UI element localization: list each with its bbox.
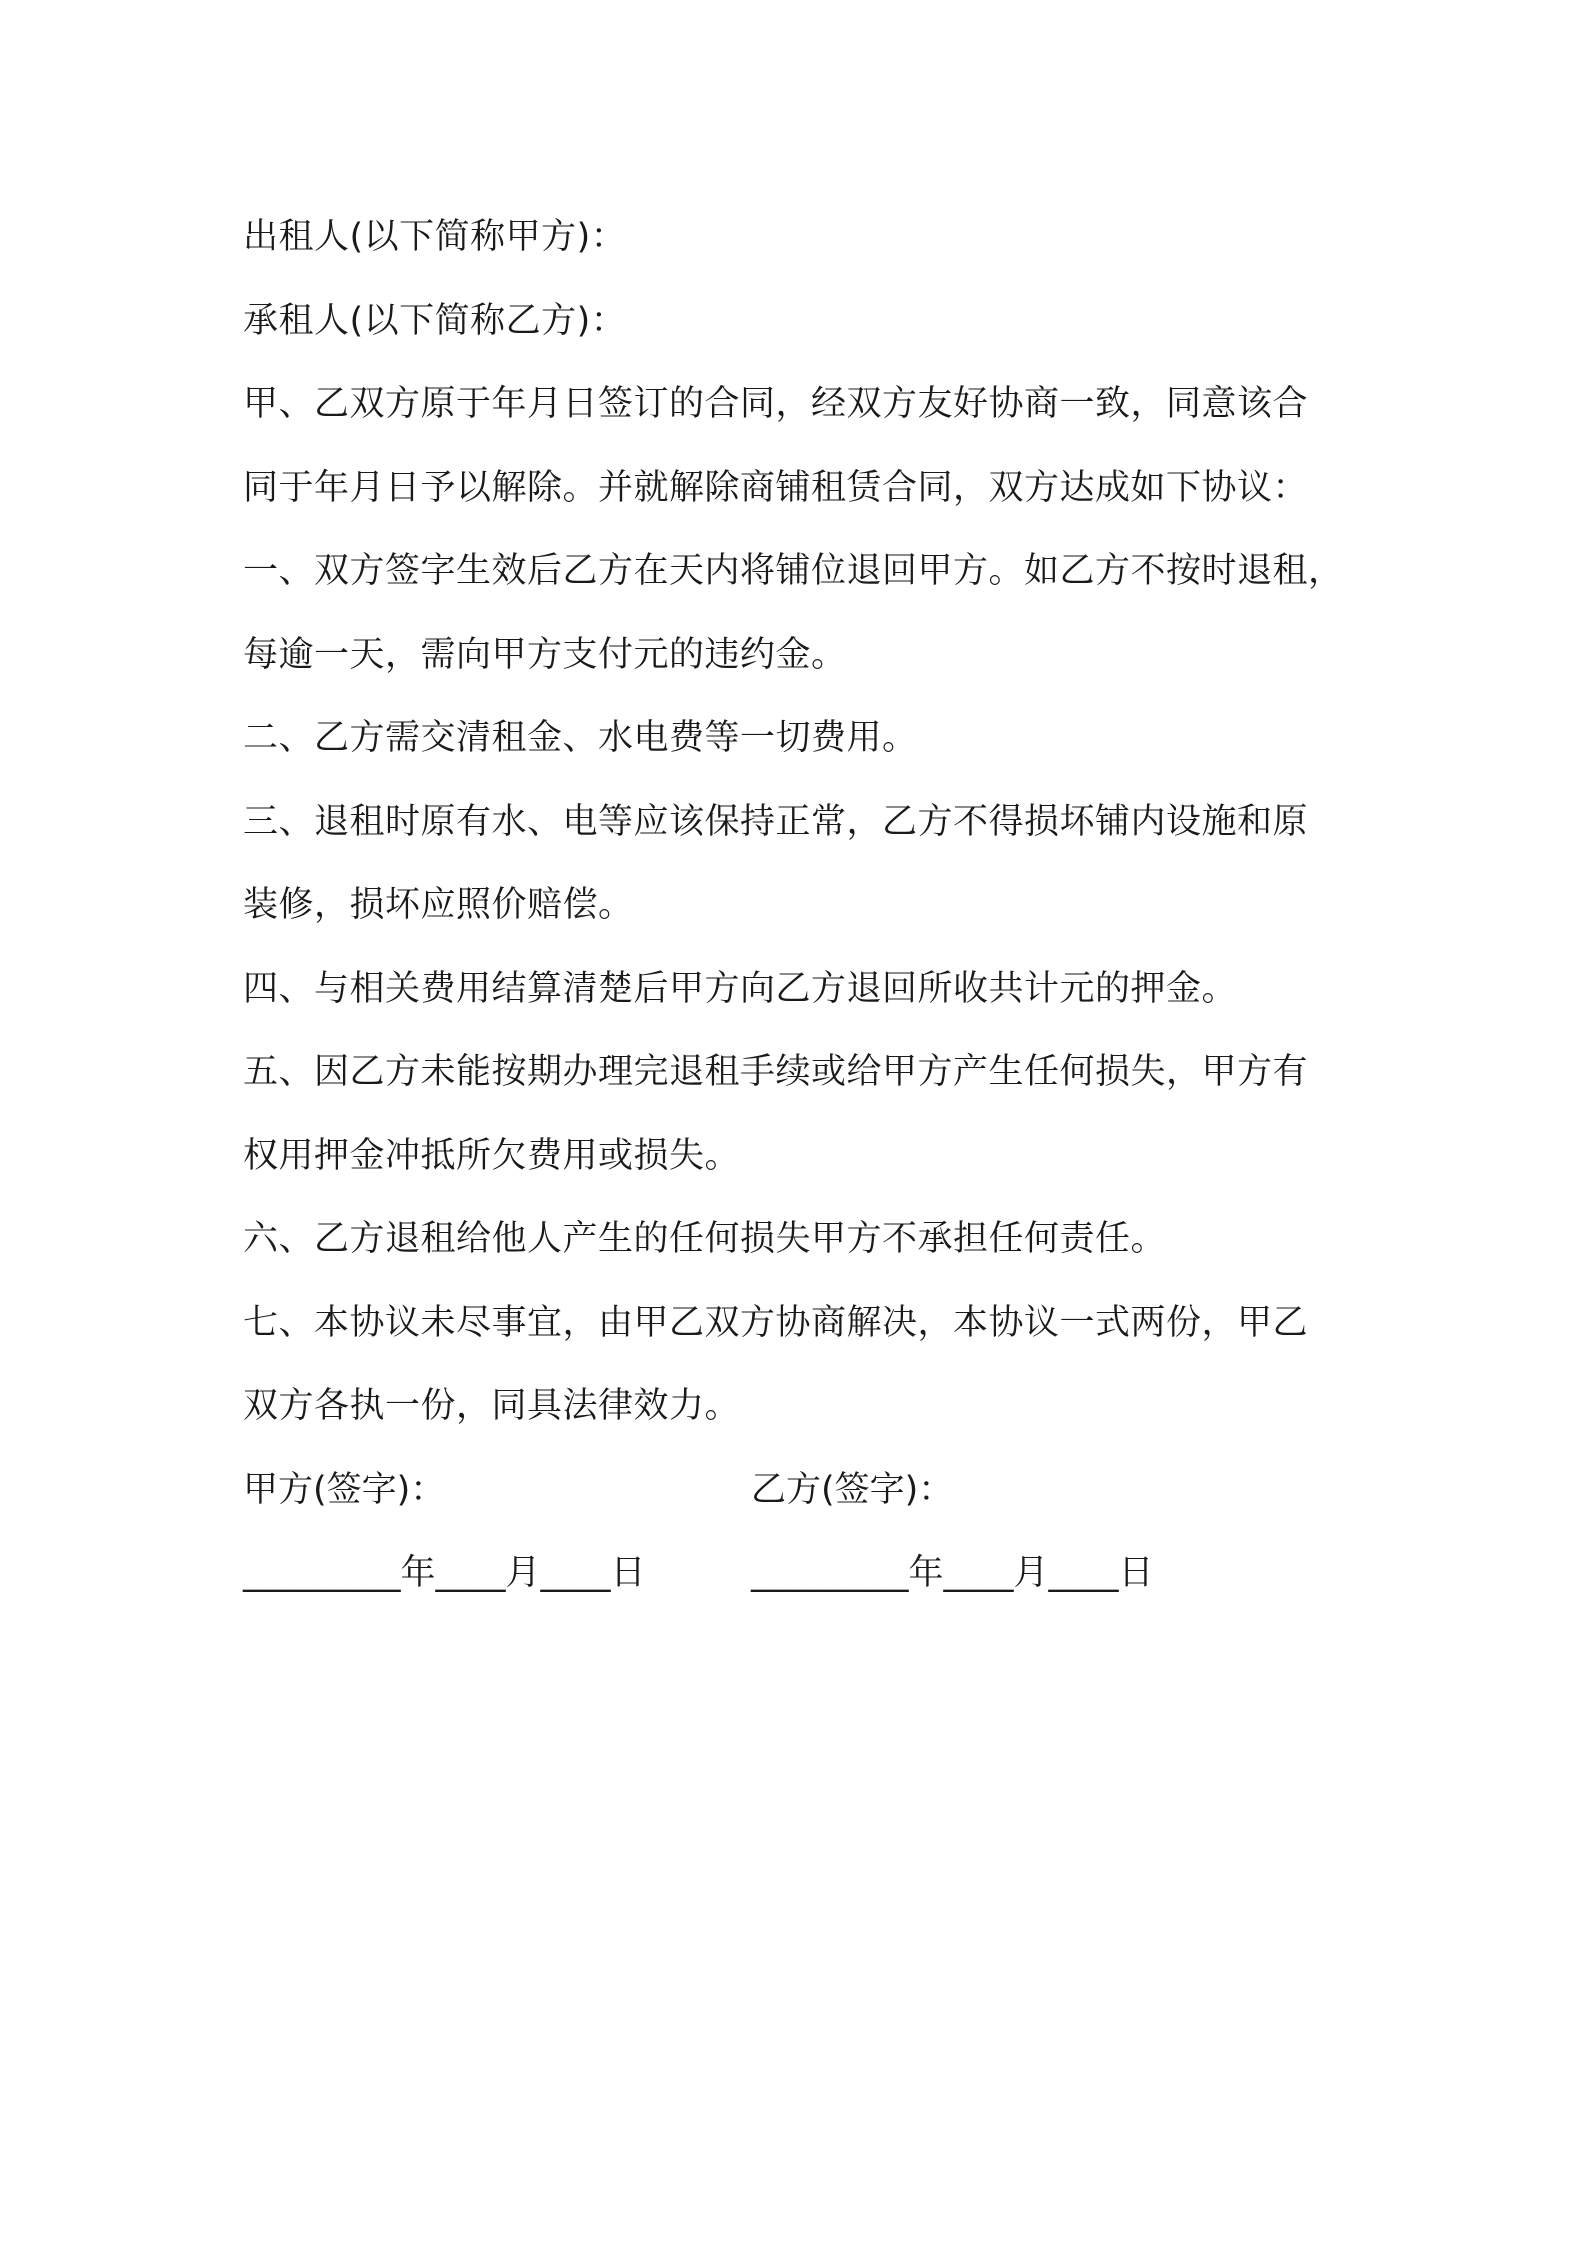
clause-1-line-1: 一、双方签字生效后乙方在天内将铺位退回甲方。如乙方不按时退租， xyxy=(243,551,1344,591)
clause-5-line-1: 五、因乙方未能按期办理完退租手续或给甲方产生任何损失，甲方有 xyxy=(243,1052,1309,1092)
clause-3-line-1: 三、退租时原有水、电等应该保持正常，乙方不得损坏铺内设施和原 xyxy=(243,801,1309,842)
clause-4-line-1: 四、与相关费用结算清楚后甲方向乙方退回所收共计元的押金。 xyxy=(243,968,1238,1009)
clause-5-line-2: 权用押金冲抵所欠费用或损失。 xyxy=(243,1135,741,1176)
party-a-date-blank: _________年____月____日 xyxy=(243,1553,646,1593)
clause-3-line-2: 装修，损坏应照价赔偿。 xyxy=(243,885,634,925)
clause-2-line-1: 二、乙方需交清租金、水电费等一切费用。 xyxy=(243,718,918,758)
intro-line-2: 同于年月日予以解除。并就解除商铺租赁合同，双方达成如下协议： xyxy=(243,467,1309,508)
signature-label-row xyxy=(243,1449,1363,1533)
party-a-signature-label: 甲方(签字)： xyxy=(243,1469,446,1510)
clause-6-line-1: 六、乙方退租给他人产生的任何损失甲方不承担任何责任。 xyxy=(243,1219,1167,1259)
clause-7-line-1: 七、本协议未尽事宜，由甲乙双方协商解决，本协议一式两份，甲乙 xyxy=(243,1302,1309,1343)
intro-line-1: 甲、乙双方原于年月日签订的合同，经双方友好协商一致，同意该合 xyxy=(243,384,1309,424)
signature-date-row xyxy=(243,1532,1363,1616)
contract-page xyxy=(243,196,1363,1616)
clause-1-line-2: 每逾一天，需向甲方支付元的违约金。 xyxy=(243,634,847,675)
party-b-date-blank: _________年____月____日 xyxy=(751,1553,1154,1593)
clause-7-line-2: 双方各执一份，同具法律效力。 xyxy=(243,1386,741,1426)
lessee-line: 承租人(以下简称乙方)： xyxy=(243,300,627,341)
party-b-signature-label: 乙方(签字)： xyxy=(751,1469,954,1510)
lessor-line: 出租人(以下简称甲方)： xyxy=(243,217,627,257)
